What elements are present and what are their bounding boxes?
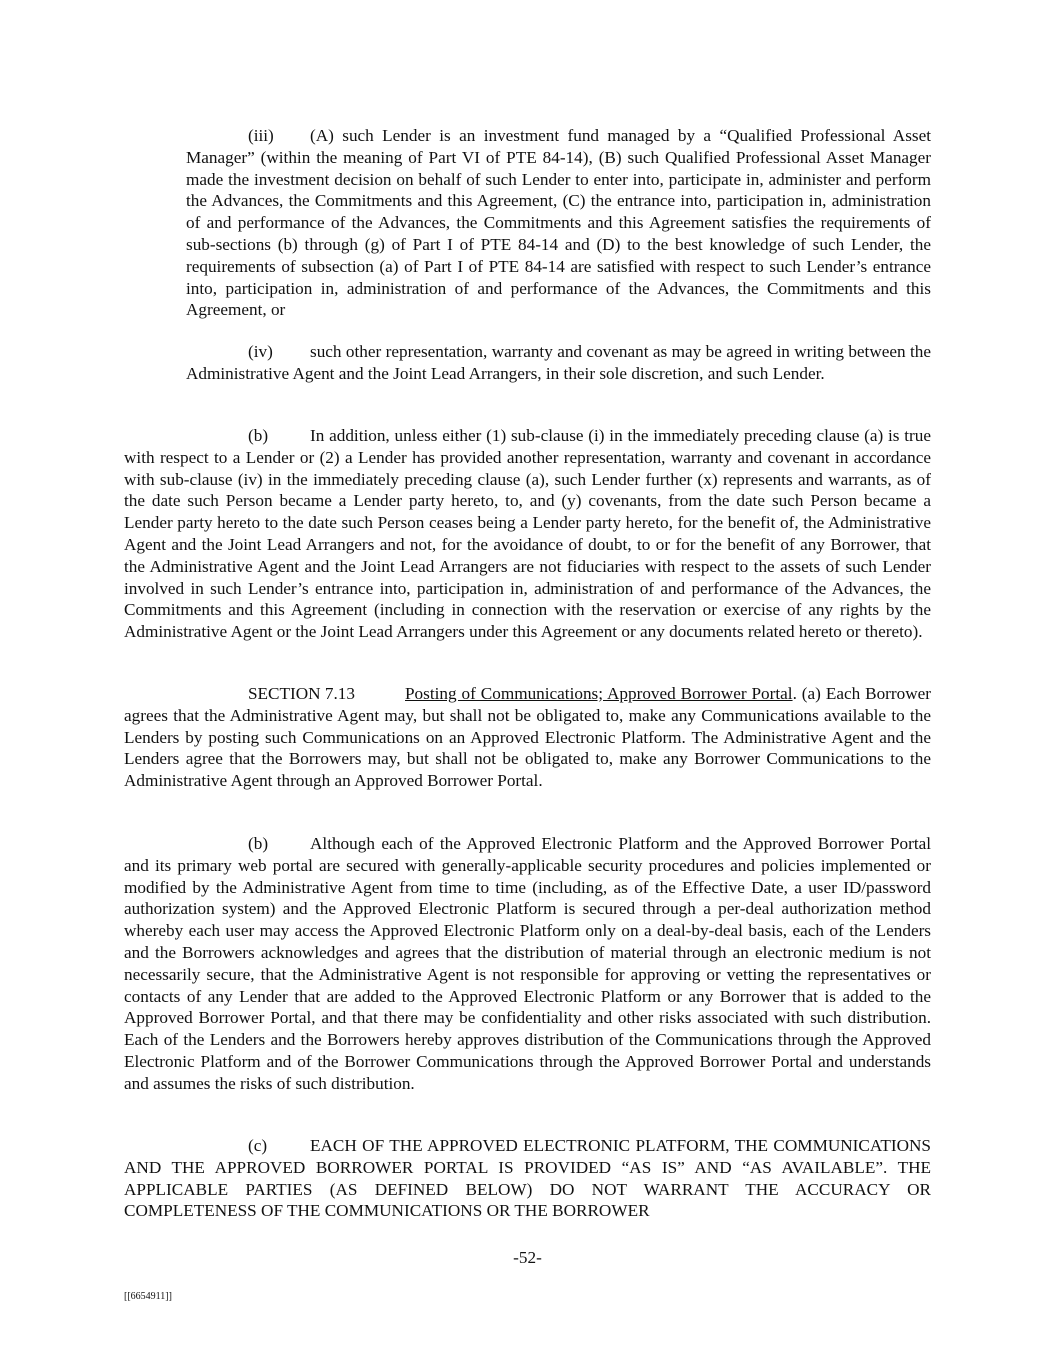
section-7-13-c-paragraph: [124, 1135, 931, 1222]
section-7-13-b-text: Although each of the Approved Electronic Platform and the Approved Borrower Portal and its primary web portal are secured with generally-applicable security procedures and policies implemented or modified by the Administrative Agent from time to time (including, as of the Effective Date, a user ID/password authorization system) and the Approved Electronic Platform is secured through a per-deal authorization method whereby each user may access the Approved Electronic Platform only on a deal-by-deal basis, each of the Lenders and the Borrowers acknowledges and agrees that the distribution of material through an electronic medium is not necessarily secure, that the Administrative Agent is not responsible for approving or vetting the representatives or contacts of any Lender that are added to the Approved Electronic Platform or any Borrower that is added to the Approved Borrower Portal, and that there may be confidentiality and other risks associated with such distribution. Each of the Lenders and the Borrowers hereby approves distribution of the Communications through the Approved Electronic Platform and of the Borrower Communications through the Approved Borrower Portal and understands and assumes the risks of such distribution.: [124, 834, 931, 1093]
section-7-13-marker: SECTION 7.13: [248, 684, 355, 703]
page-number: -52-: [513, 1248, 542, 1267]
clause-b-paragraph: [124, 425, 931, 643]
clause-iv-paragraph: [186, 341, 931, 385]
clause-b-marker: (b): [248, 426, 269, 445]
clause-b-text: In addition, unless either (1) sub-clause (i) in the immediately preceding clause (a) is true with respect to a Lender or (2) a Lender has provided another representation, warranty and covenant in accordance with sub-clause (iv) in the immediately preceding clause (a), such Lender further (x) represents and warrants, as of the date such Person became a Lender party hereto, to, and (y) covenants, from the date such Person became a Lender party hereto to the date such Person ceases being a Lender party hereto, for the benefit of, the Administrative Agent and the Joint Lead Arrangers and not, for the avoidance of doubt, to or for the benefit of any Borrower, that the Administrative Agent and the Joint Lead Arrangers are not fiduciaries with respect to the assets of such Lender involved in such Lender’s entrance into, participation in, administration of and performance of the Advances, the Commitments and this Agreement (including in connection with the reservation or exercise of any rights by the Administrative Agent or the Joint Lead Arrangers under this Agreement or any documents related hereto or thereto).: [124, 426, 931, 642]
section-7-13-heading: Posting of Communications; Approved Borrower Portal: [405, 684, 793, 703]
section-7-13-text: . (a) Each Borrower agrees that the Administrative Agent may, but shall not be obligated to, make any Communications available to the Lenders by posting such Communications on an Approved Electronic Platform. The Administrative Agent and the Lenders agree that the Borrowers may, but shall not be obligated to, make any Borrower Communications to the Administrative Agent through an Approved Borrower Portal.: [124, 684, 931, 791]
section-7-13-b-paragraph: [124, 833, 931, 1095]
section-7-13-b-marker: (b): [248, 834, 269, 853]
section-7-13-paragraph: [124, 683, 931, 792]
clause-iii-marker: (iii): [248, 126, 274, 145]
section-7-13-c-text: EACH OF THE APPROVED ELECTRONIC PLATFORM, THE COMMUNICATIONS AND THE APPROVED BORROWER PORTAL IS PROVIDED “AS IS” AND “AS AVAILABLE”. THE APPLICABLE PARTIES (AS DEFINED BELOW) DO NOT WARRANT THE ACCURACY OR COMPLETENESS OF THE COMMUNICATIONS OR THE BORROWER: [124, 1136, 931, 1221]
clause-iii-paragraph: [186, 125, 931, 321]
clause-iv-text: such other representation, warranty and covenant as may be agreed in writing between the Administrative Agent and the Joint Lead Arrangers, in their sole discretion, and such Lender.: [186, 342, 931, 383]
clause-iv-marker: (iv): [248, 342, 273, 361]
section-7-13-c-marker: (c): [248, 1136, 268, 1155]
clause-iii-text: (A) such Lender is an investment fund managed by a “Qualified Professional Asset Manager” (within the meaning of Part VI of PTE 84-14), (B) such Qualified Professional Asset Manager made the investment decision on behalf of such Lender to enter into, participate in, administer and perform the Advances, the Commitments and this Agreement, (C) the entrance into, participation in, administration of and performance of the Advances, the Commitments and this Agreement satisfies the requirements of sub-sections (b) through (g) of Part I of PTE 84-14 and (D) to the best knowledge of such Lender, the requirements of subsection (a) of Part I of PTE 84-14 are satisfied with respect to such Lender’s entrance into, participation in, administration of and performance of the Advances, the Commitments and this Agreement, or: [186, 126, 931, 320]
document-id: [[6654911]]: [124, 1291, 172, 1302]
